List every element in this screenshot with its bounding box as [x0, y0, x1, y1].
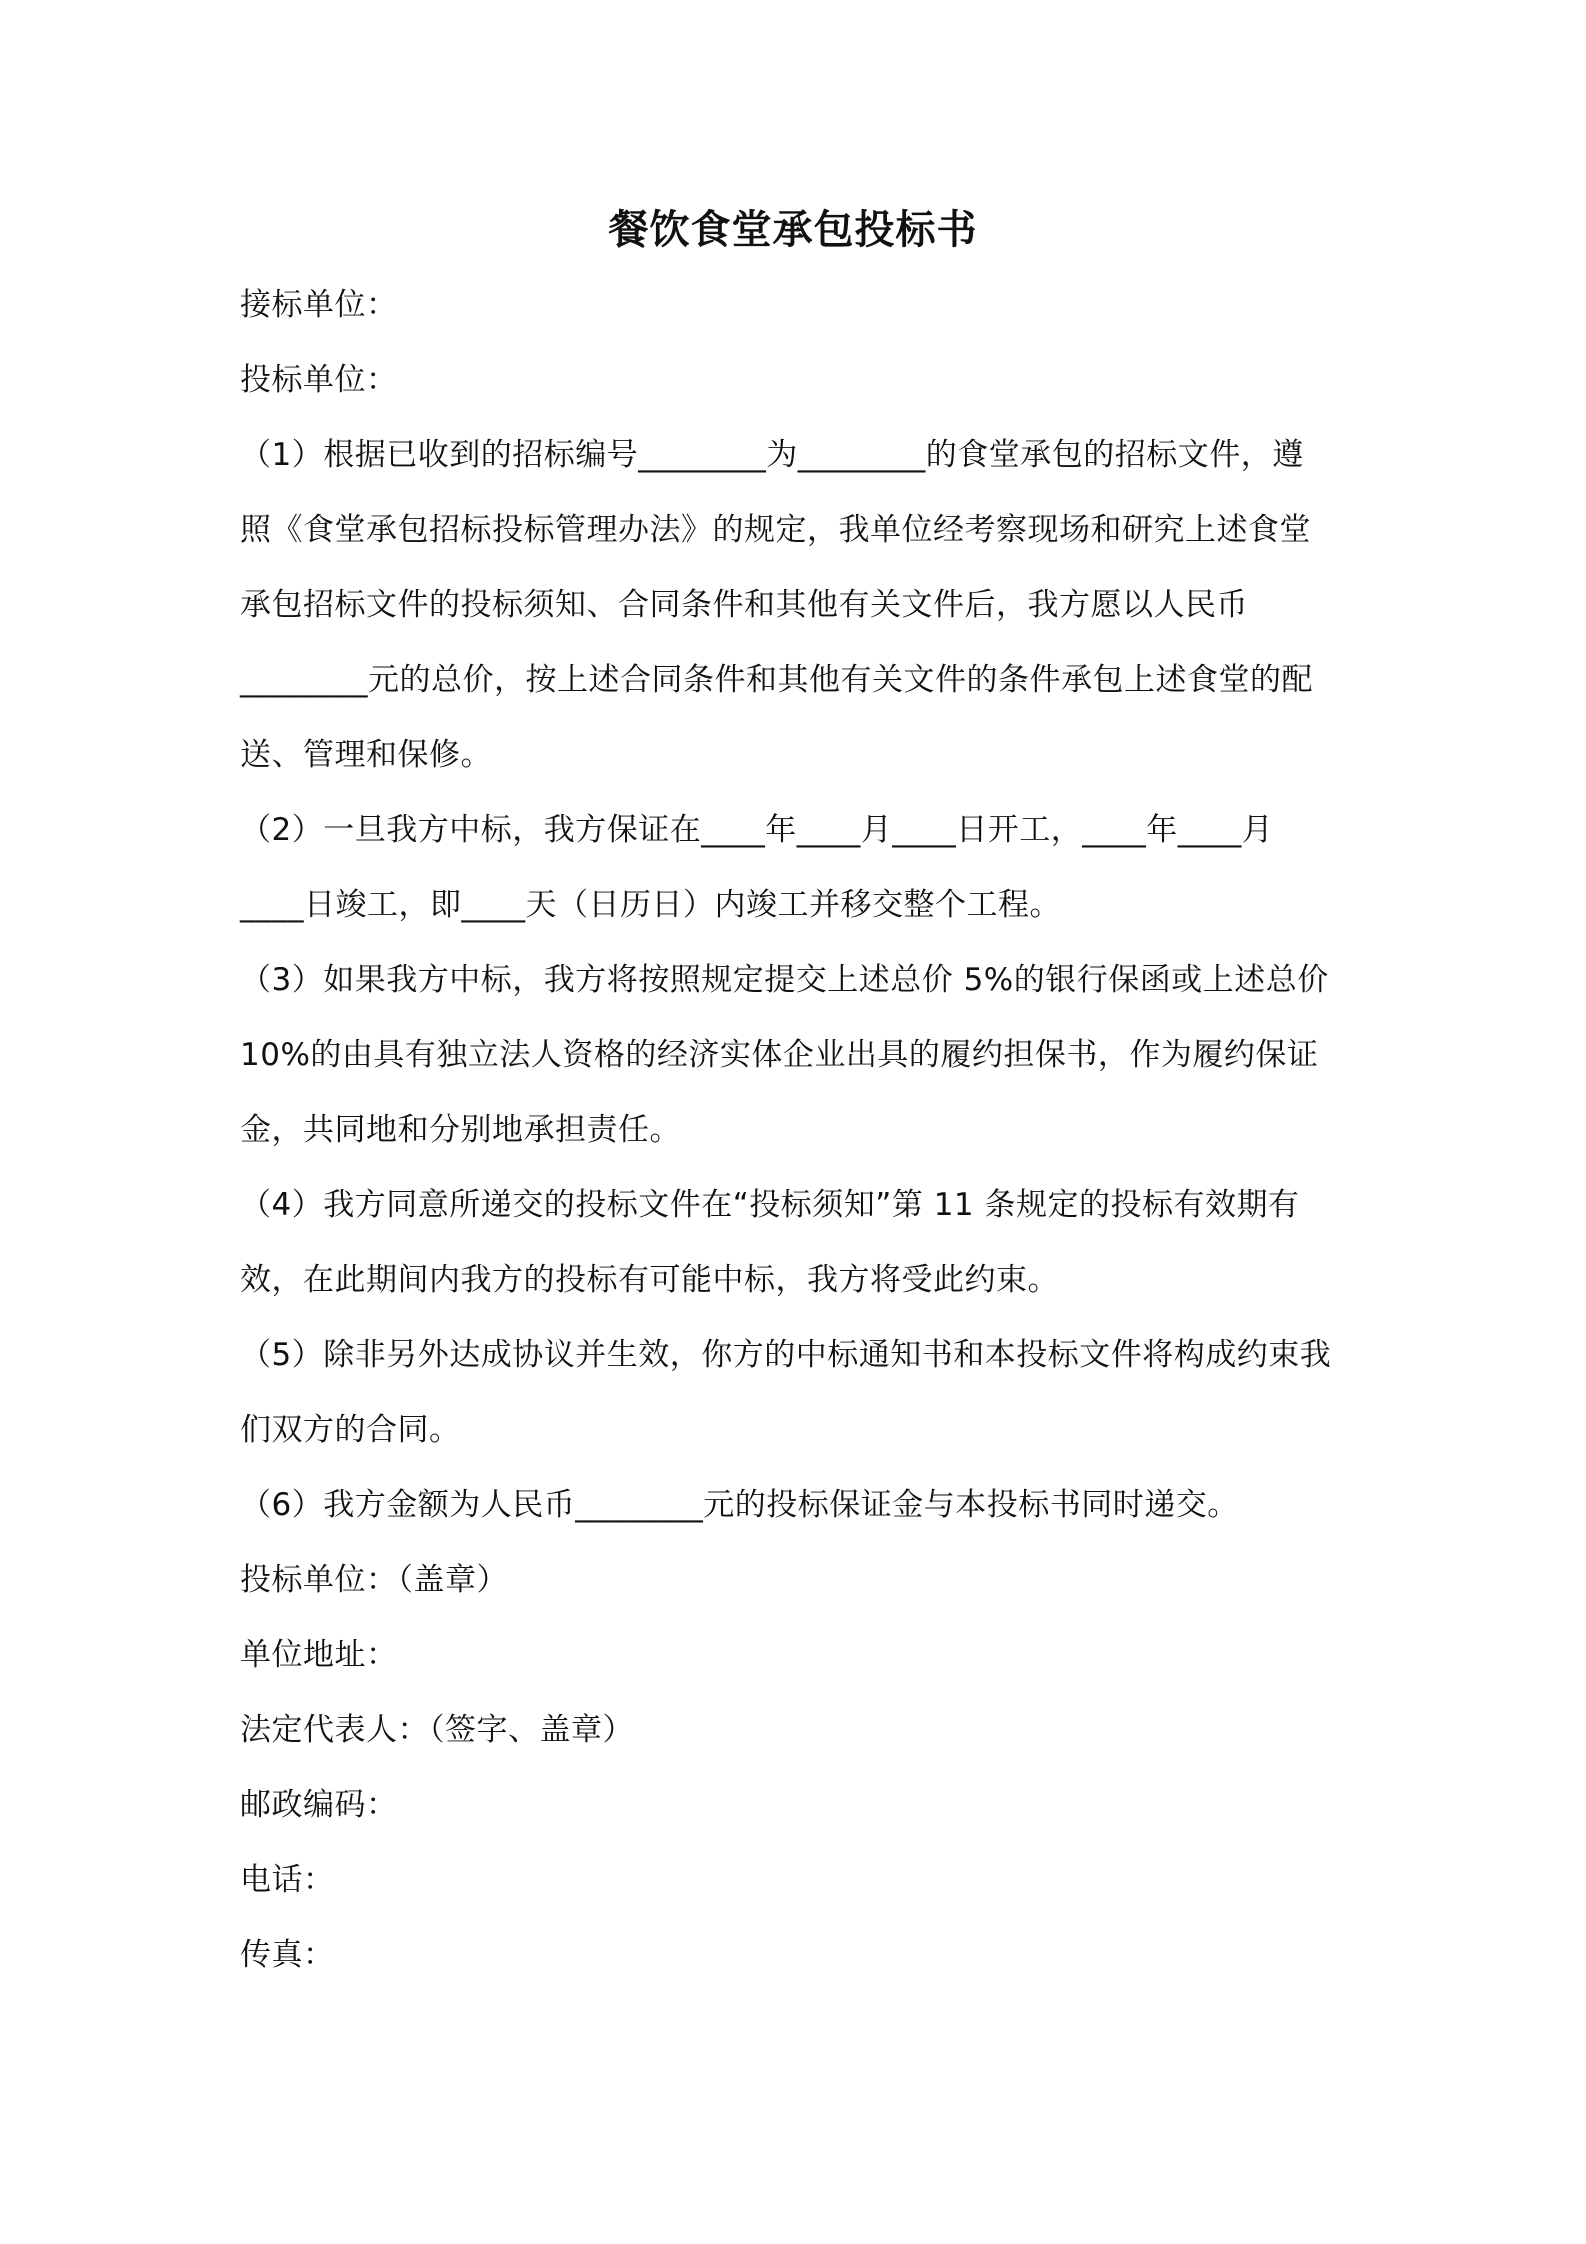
clause-5-line-2: 们双方的合同。	[240, 1412, 461, 1448]
clause-5-line-1: （5）除非另外达成协议并生效，你方的中标通知书和本投标文件将构成约束我	[240, 1337, 1332, 1373]
clause-3-line-3: 金，共同地和分别地承担责任。	[240, 1112, 681, 1148]
clause-3-line-1: （3）如果我方中标，我方将按照规定提交上述总价 5%的银行保函或上述总价	[240, 962, 1329, 998]
clause-6-line-1: （6）我方金额为人民币________元的投标保证金与本投标书同时递交。	[240, 1487, 1239, 1523]
clause-1-line-1: （1）根据已收到的招标编号________为________的食堂承包的招标文件，遵	[240, 437, 1304, 473]
document-body	[240, 268, 1352, 1993]
clause-2-line-1: （2）一旦我方中标，我方保证在____年____月____日开工，____年____月	[240, 812, 1274, 848]
clause-2-line-2: ____日竣工，即____天（日历日）内竣工并移交整个工程。	[240, 887, 1061, 923]
document-title: 餐饮食堂承包投标书	[608, 207, 978, 253]
bidding-unit-line: 投标单位：	[240, 362, 398, 398]
clause-1-line-5: 送、管理和保修。	[240, 737, 492, 773]
clause-4-line-1: （4）我方同意所递交的投标文件在“投标须知”第 11 条规定的投标有效期有	[240, 1187, 1300, 1223]
signature-phone: 电话：	[240, 1862, 335, 1898]
clause-1-line-2: 照《食堂承包招标投标管理办法》的规定，我单位经考察现场和研究上述食堂	[240, 512, 1311, 548]
clause-1-line-3: 承包招标文件的投标须知、合同条件和其他有关文件后，我方愿以人民币	[240, 587, 1248, 623]
clause-3-line-2: 10%的由具有独立法人资格的经济实体企业出具的履约担保书，作为履约保证	[240, 1037, 1319, 1073]
receiving-unit-line: 接标单位：	[240, 287, 398, 323]
clause-1-line-4: ________元的总价，按上述合同条件和其他有关文件的条件承包上述食堂的配	[240, 662, 1313, 698]
clause-4-line-2: 效，在此期间内我方的投标有可能中标，我方将受此约束。	[240, 1262, 1059, 1298]
signature-postal-code: 邮政编码：	[240, 1787, 398, 1823]
signature-bidding-unit: 投标单位：（盖章）	[240, 1562, 508, 1598]
signature-fax: 传真：	[240, 1937, 335, 1973]
signature-legal-representative: 法定代表人：（签字、盖章）	[240, 1712, 634, 1748]
signature-address: 单位地址：	[240, 1637, 398, 1673]
